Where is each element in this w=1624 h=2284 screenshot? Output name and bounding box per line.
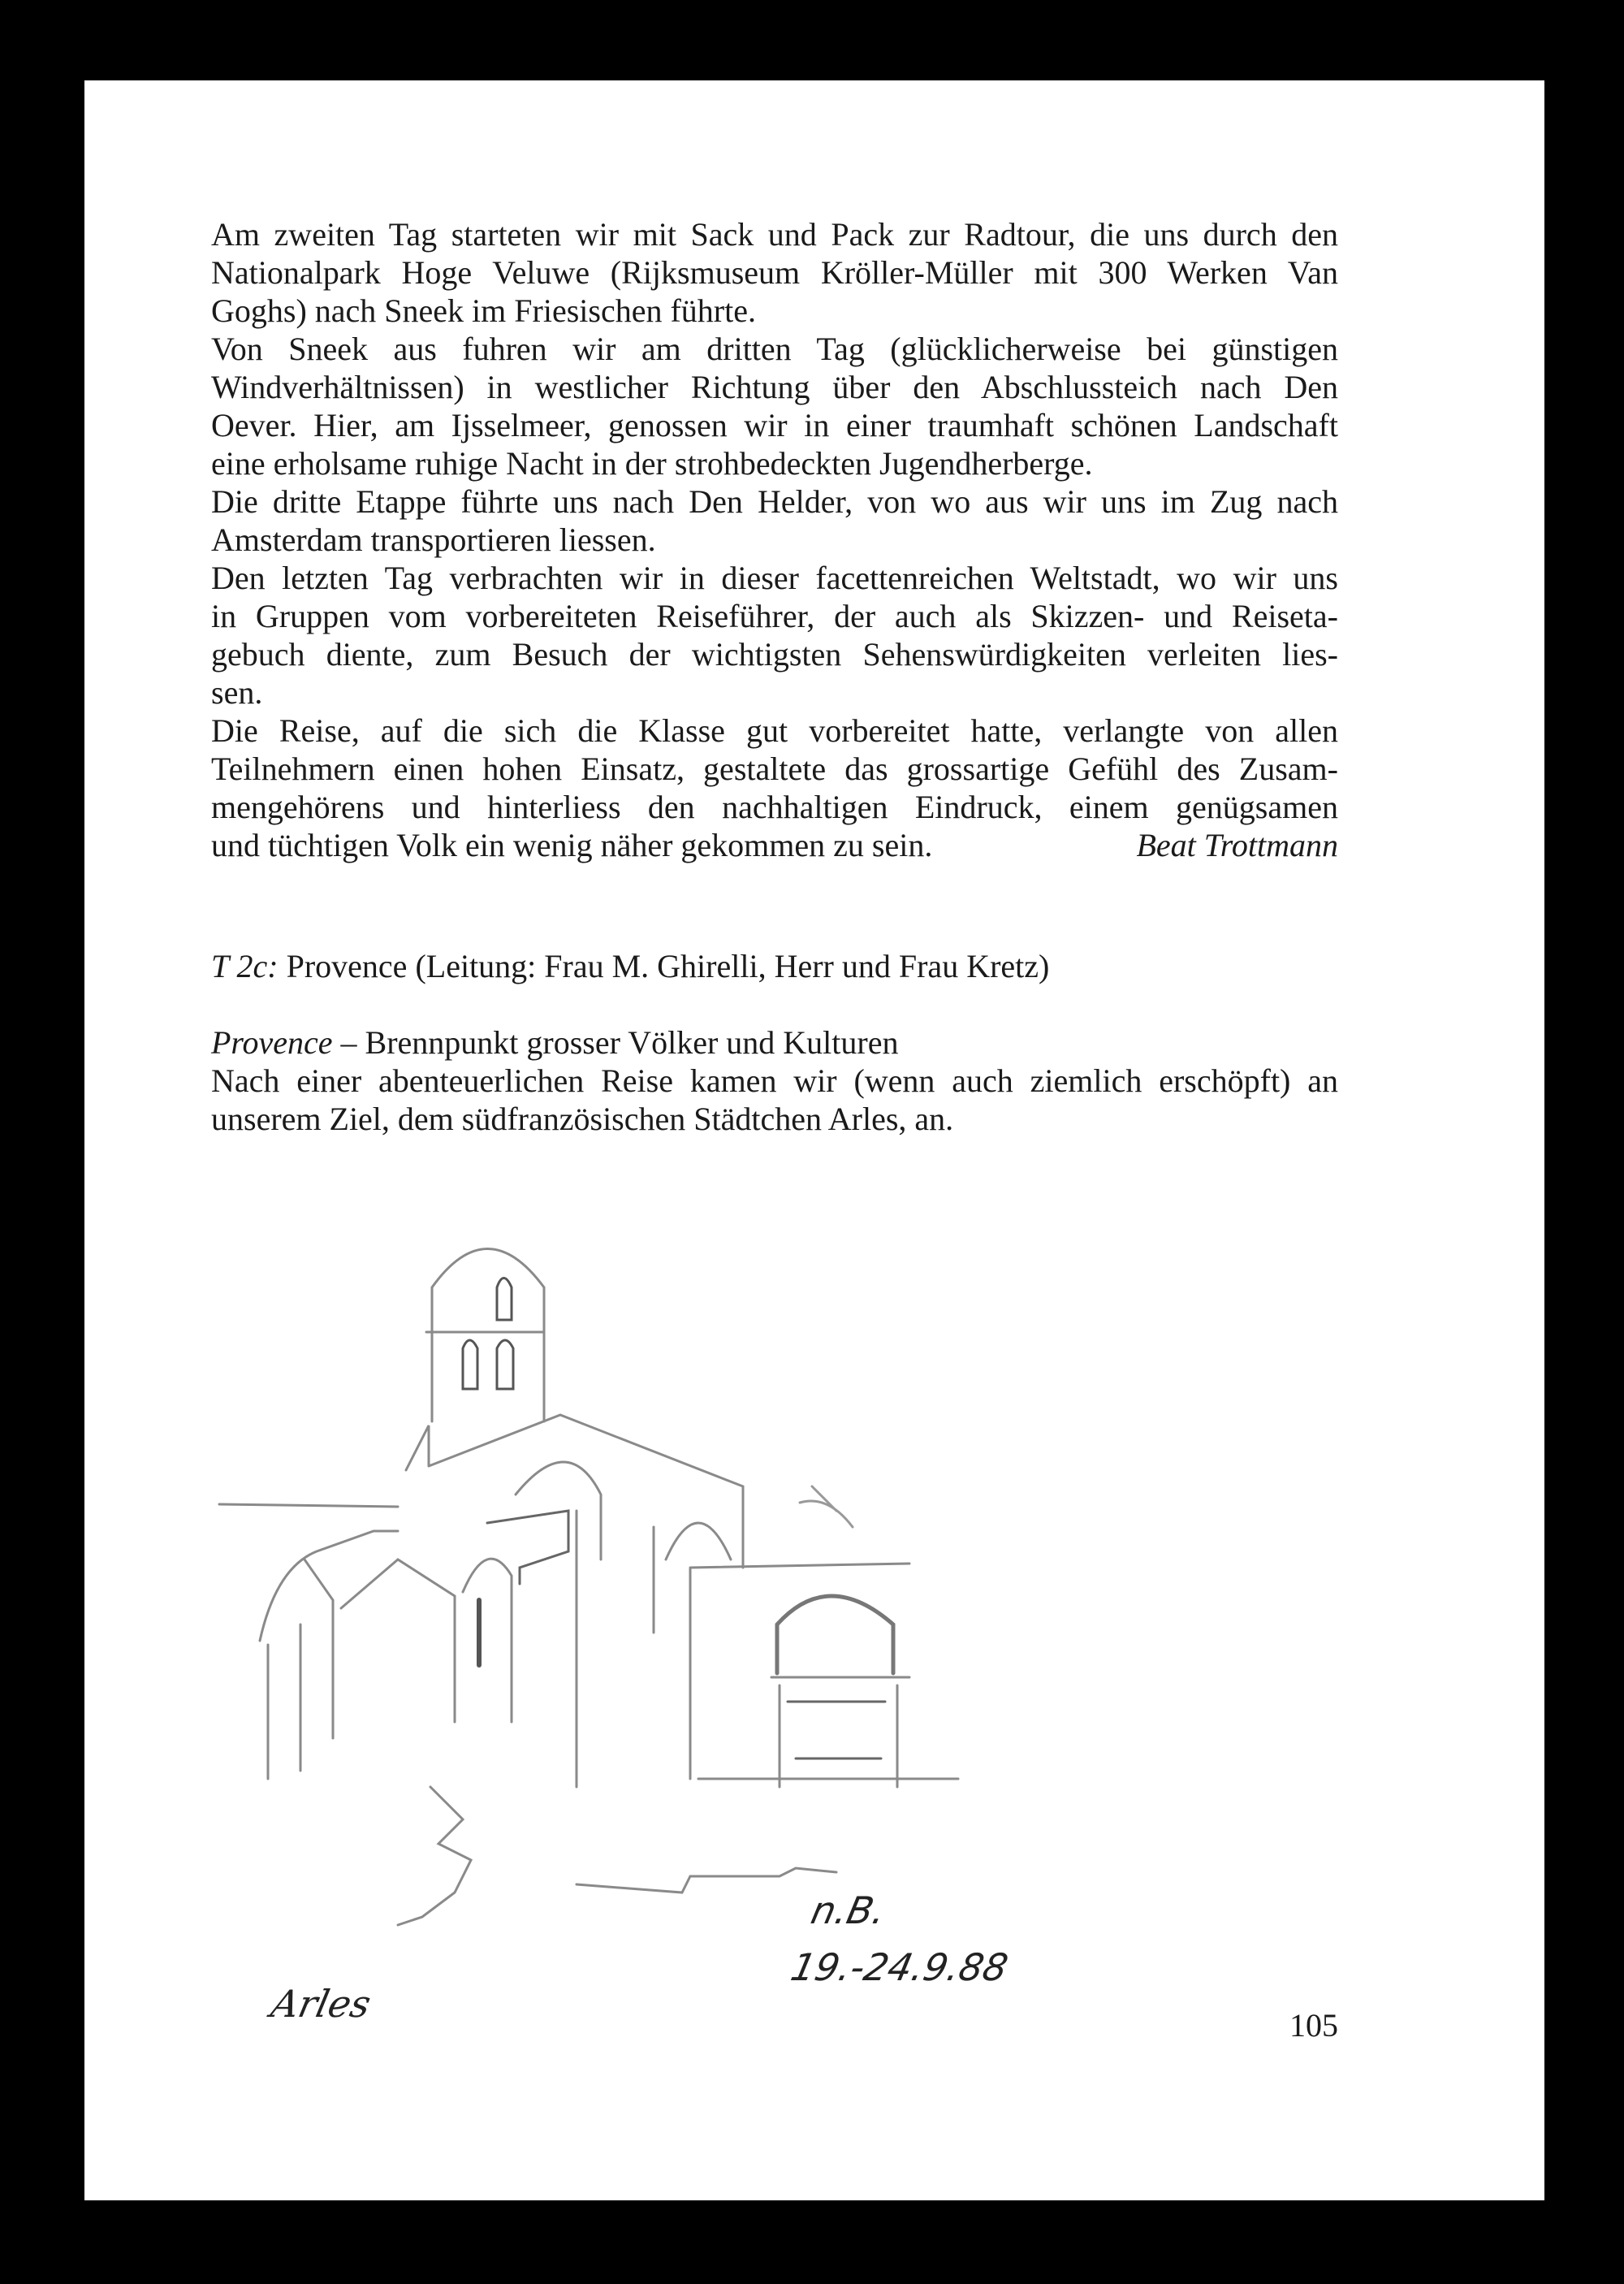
text-line: Nationalpark Hoge Veluwe (Rijksmuseum Kröller-Müller mit 300 Werken Van [211, 254, 1338, 291]
section-heading [211, 947, 1338, 986]
section-title: Provence (Leitung: Frau M. Ghirelli, Herr und Frau Kretz) [286, 948, 1050, 984]
text-line: gebuch diente, zum Besuch der wichtigsten Sehenswürdigkeiten verleiten lies- [211, 636, 1338, 673]
text-line: Die Reise, auf die sich die Klasse gut vorbereitet hatte, verlangte von allen [211, 712, 1338, 749]
text-line: in Gruppen vom vorbereiteten Reiseführer, der auch als Skizzen- und Reiseta- [211, 598, 1338, 634]
sketch-caption: Arles [267, 1982, 375, 2026]
pencil-sketch-arles [211, 1218, 1023, 1949]
text-line: Goghs) nach Sneek im Friesischen führte. [211, 292, 756, 329]
author-name: Beat Trottmann [1136, 827, 1338, 863]
section-code: T 2c: [211, 948, 279, 984]
text-line: Oever. Hier, am Ijsselmeer, genossen wir in einer traumhaft schönen Landschaft [211, 407, 1338, 443]
subtitle-rest: – Brennpunkt grosser Völker und Kulturen [340, 1024, 899, 1061]
text-line: sen. [211, 674, 263, 711]
sketch-date: 19.-24.9.88 [787, 1945, 1013, 1989]
text-line: Die dritte Etappe führte uns nach Den Helder, von wo aus wir uns im Zug nach [211, 483, 1338, 520]
text-line: mengehörens und hinterliess den nachhaltigen Eindruck, einem genügsamen [211, 789, 1338, 825]
text-line: unserem Ziel, dem südfranzösischen Städtchen Arles, an. [211, 1101, 954, 1137]
text-line: Von Sneek aus fuhren wir am dritten Tag (glücklicherweise bei günstigen [211, 331, 1338, 367]
section-subtitle [211, 1023, 1338, 1062]
subtitle-italic: Provence [211, 1024, 333, 1061]
text-line: Amsterdam transportieren liessen. [211, 521, 656, 558]
text-line: Teilnehmern einen hohen Einsatz, gestaltete das grossartige Gefühl des Zusam- [211, 751, 1338, 787]
text-line: Windverhältnissen) in westlicher Richtung über den Abschlussteich nach Den [211, 369, 1338, 405]
text-line: Den letzten Tag verbrachten wir in dieser facettenreichen Weltstadt, wo wir uns [211, 560, 1338, 596]
text-line: und tüchtigen Volk ein wenig näher gekommen zu sein. [211, 827, 933, 863]
text-line: Nach einer abenteuerlichen Reise kamen wir (wenn auch ziemlich erschöpft) an [211, 1062, 1338, 1099]
page-number: 105 [1289, 2007, 1338, 2044]
text-line: eine erholsame ruhige Nacht in der strohbedeckten Jugendherberge. [211, 445, 1093, 482]
sketch-initials: n.B. [807, 1888, 890, 1932]
text-line: Am zweiten Tag starteten wir mit Sack und Pack zur Radtour, die uns durch den [211, 216, 1338, 253]
